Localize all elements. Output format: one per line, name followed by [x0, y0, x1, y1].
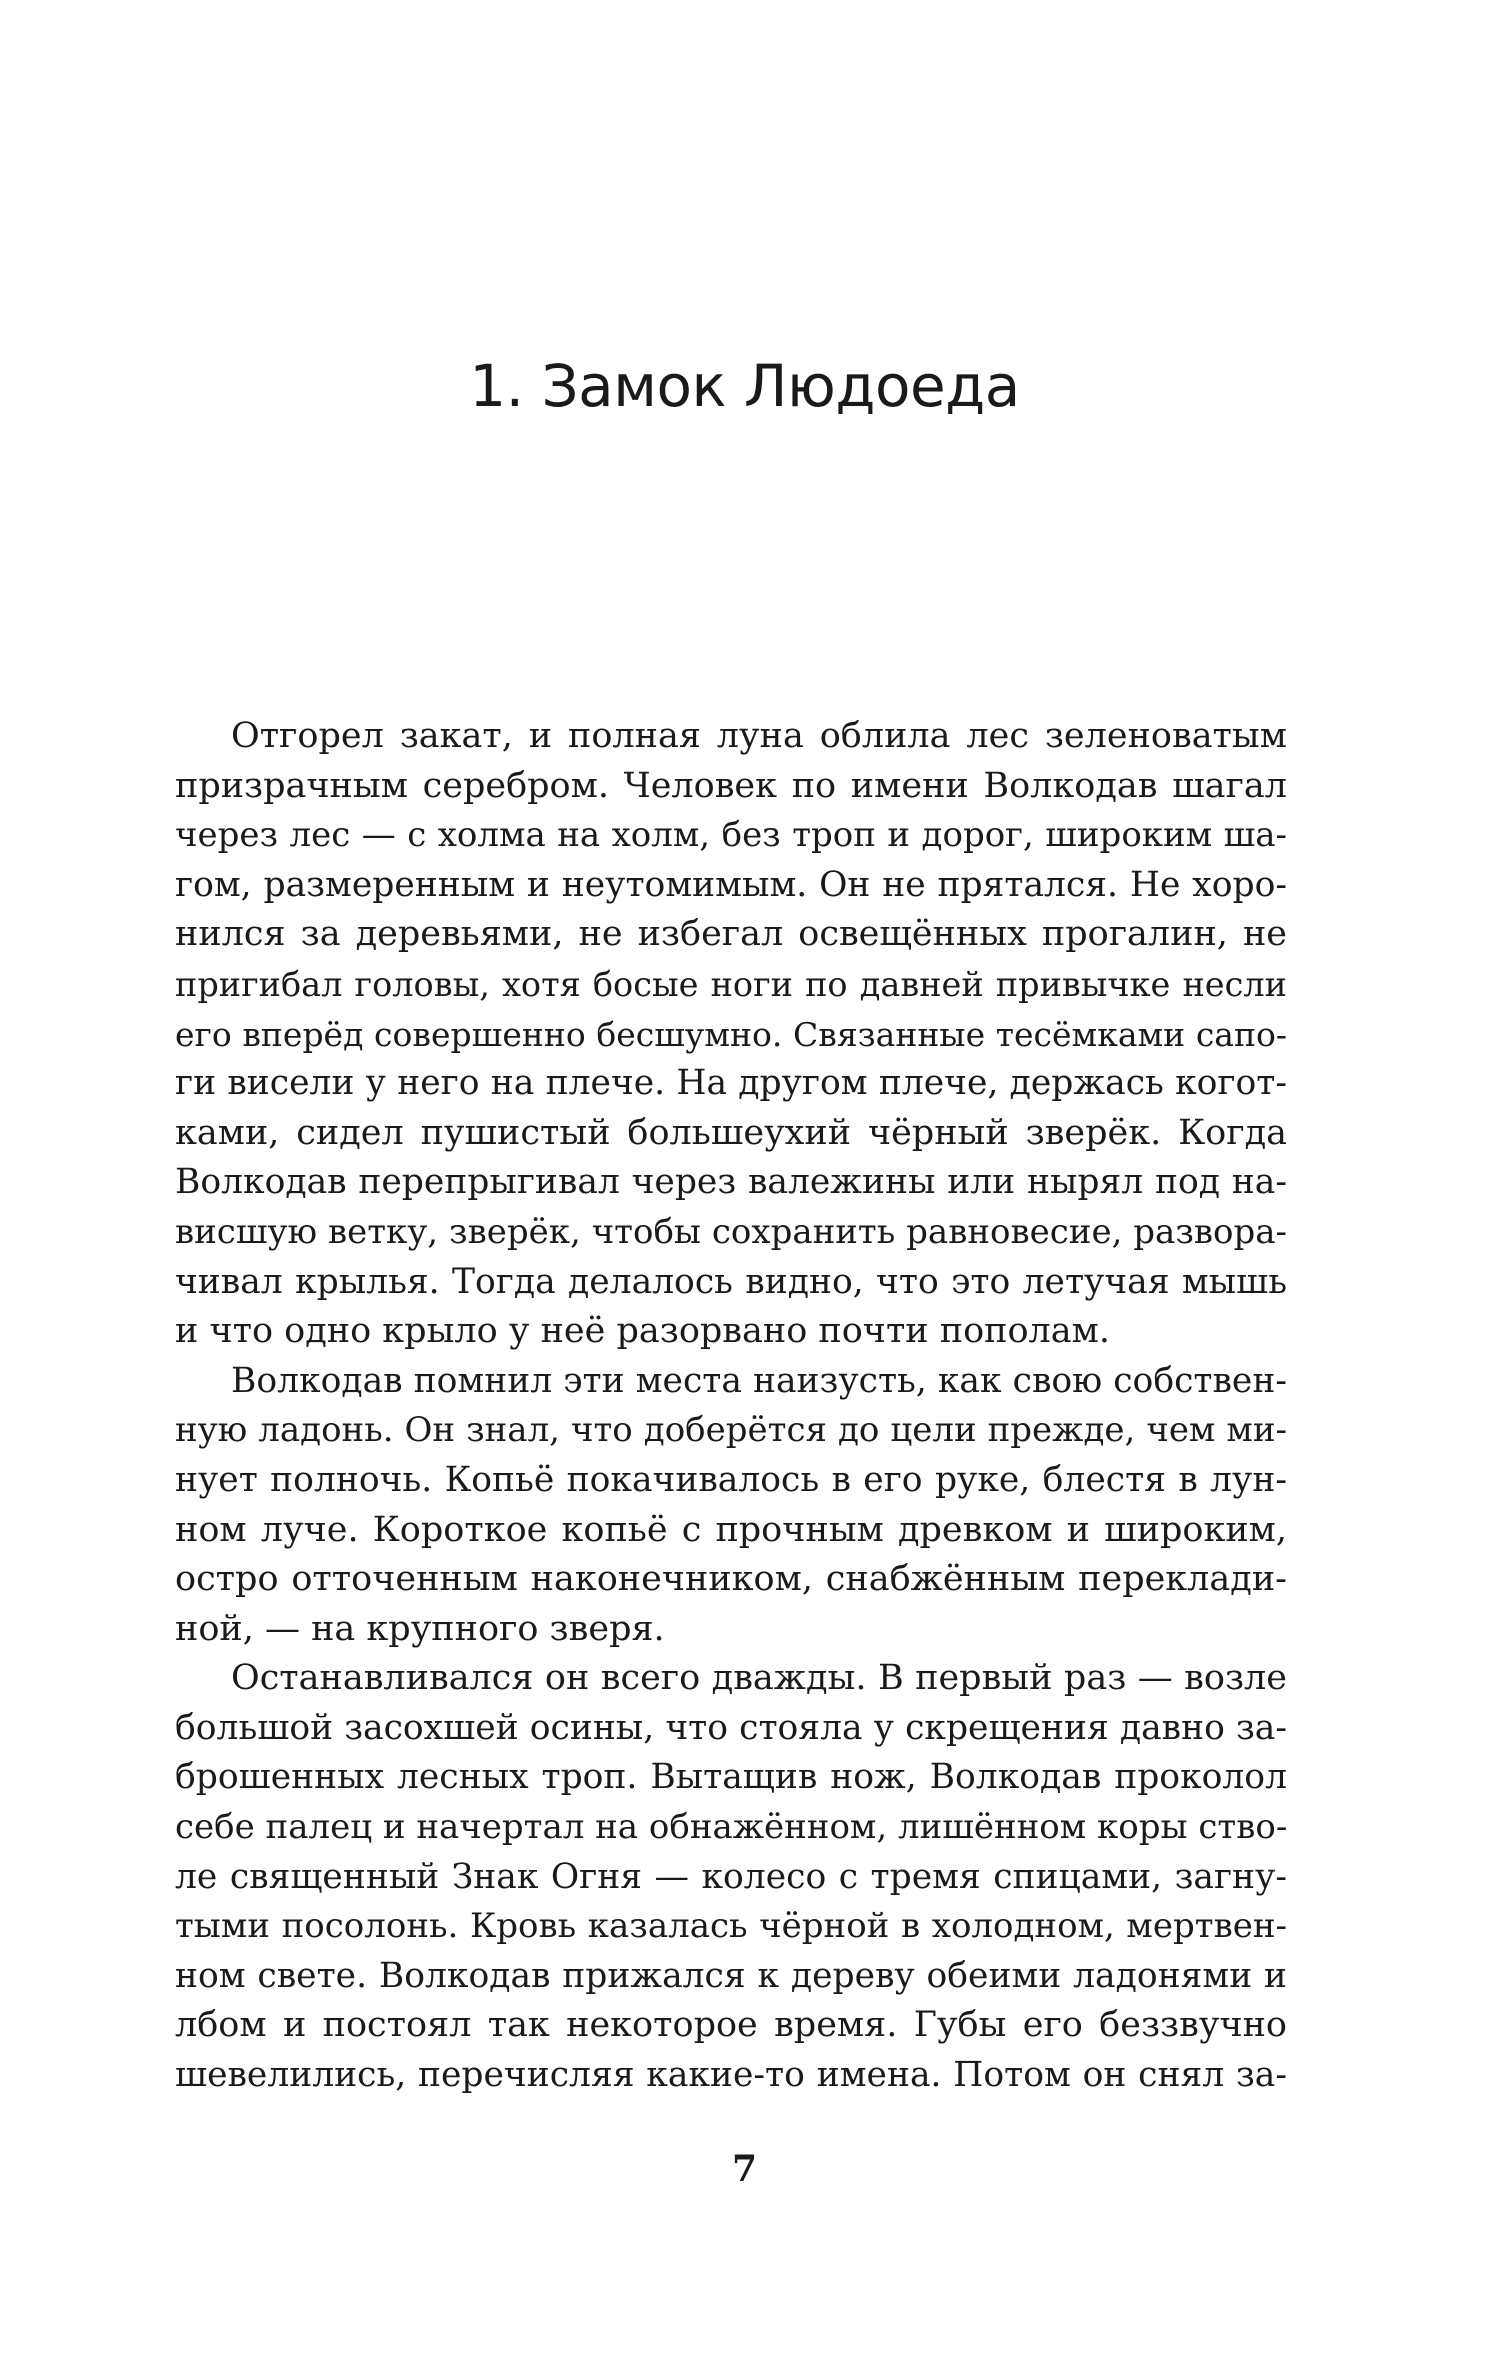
page-number: 7	[731, 2148, 758, 2190]
text-line: нует полночь. Копьё покачивалось в его руке, блестя в лун-	[175, 1459, 1287, 1500]
text-line: остро отточенным наконечником, снабжённым переклади-	[175, 1559, 1287, 1600]
text-line: через лес — с холма на холм, без троп и дорог, широким ша-	[175, 815, 1287, 856]
text-line: и что одно крыло у неё разорвано почти пополам.	[175, 1311, 1111, 1352]
chapter-title: 1. Замок Людоеда	[469, 352, 1020, 420]
body-text	[175, 712, 1287, 2101]
text-line: Останавливался он всего дважды. В первый раз — возле	[231, 1658, 1287, 1699]
text-line: большой засохшей осины, что стояла у скрещения давно за-	[175, 1707, 1287, 1748]
text-line: висшую ветку, зверёк, чтобы сохранить равновесие, развора-	[175, 1211, 1287, 1252]
text-line: шевелились, перечисляя какие-то имена. Потом он снял за-	[175, 2055, 1287, 2096]
text-line: Волкодав помнил эти места наизусть, как свою собствен-	[231, 1360, 1287, 1401]
text-line: гом, размеренным и неутомимым. Он не прятался. Не хоро-	[175, 864, 1287, 905]
text-line: ками, сидел пушистый большеухий чёрный зверёк. Когда	[175, 1112, 1287, 1153]
text-line: лбом и постоял так некоторое время. Губы его беззвучно	[175, 2005, 1287, 2046]
text-line: нился за деревьями, не избегал освещённых прогалин, не	[175, 914, 1287, 955]
text-line: ном луче. Короткое копьё с прочным древком и широким,	[175, 1509, 1287, 1550]
text-line: брошенных лесных троп. Вытащив нож, Волкодав проколол	[175, 1757, 1287, 1798]
text-line: ном свете. Волкодав прижался к дереву обеими ладонями и	[175, 1955, 1287, 1996]
text-line: Волкодав перепрыгивал через валежины или нырял под на-	[175, 1162, 1287, 1203]
text-line: призрачным серебром. Человек по имени Волкодав шагал	[175, 765, 1287, 806]
text-line: ной, — на крупного зверя.	[175, 1608, 665, 1649]
text-line: пригибал головы, хотя босые ноги по давней привычке несли	[175, 964, 1287, 1004]
text-line: его вперёд совершенно бесшумно. Связанные тесёмками сапо-	[175, 1014, 1287, 1054]
text-line: ле священный Знак Огня — колесо с тремя спицами, загну-	[175, 1856, 1287, 1897]
text-line: Отгорел закат, и полная луна облила лес зеленоватым	[231, 716, 1287, 756]
text-line: себе палец и начертал на обнажённом, лишённом коры ство-	[175, 1807, 1287, 1848]
text-line: чивал крылья. Тогда делалось видно, что это летучая мышь	[175, 1261, 1287, 1302]
text-line: ную ладонь. Он знал, что доберётся до цели прежде, чем ми-	[175, 1410, 1287, 1451]
text-line: тыми посолонь. Кровь казалась чёрной в холодном, мертвен-	[175, 1906, 1287, 1947]
text-line: ги висели у него на плече. На другом плече, держась когот-	[175, 1063, 1287, 1104]
